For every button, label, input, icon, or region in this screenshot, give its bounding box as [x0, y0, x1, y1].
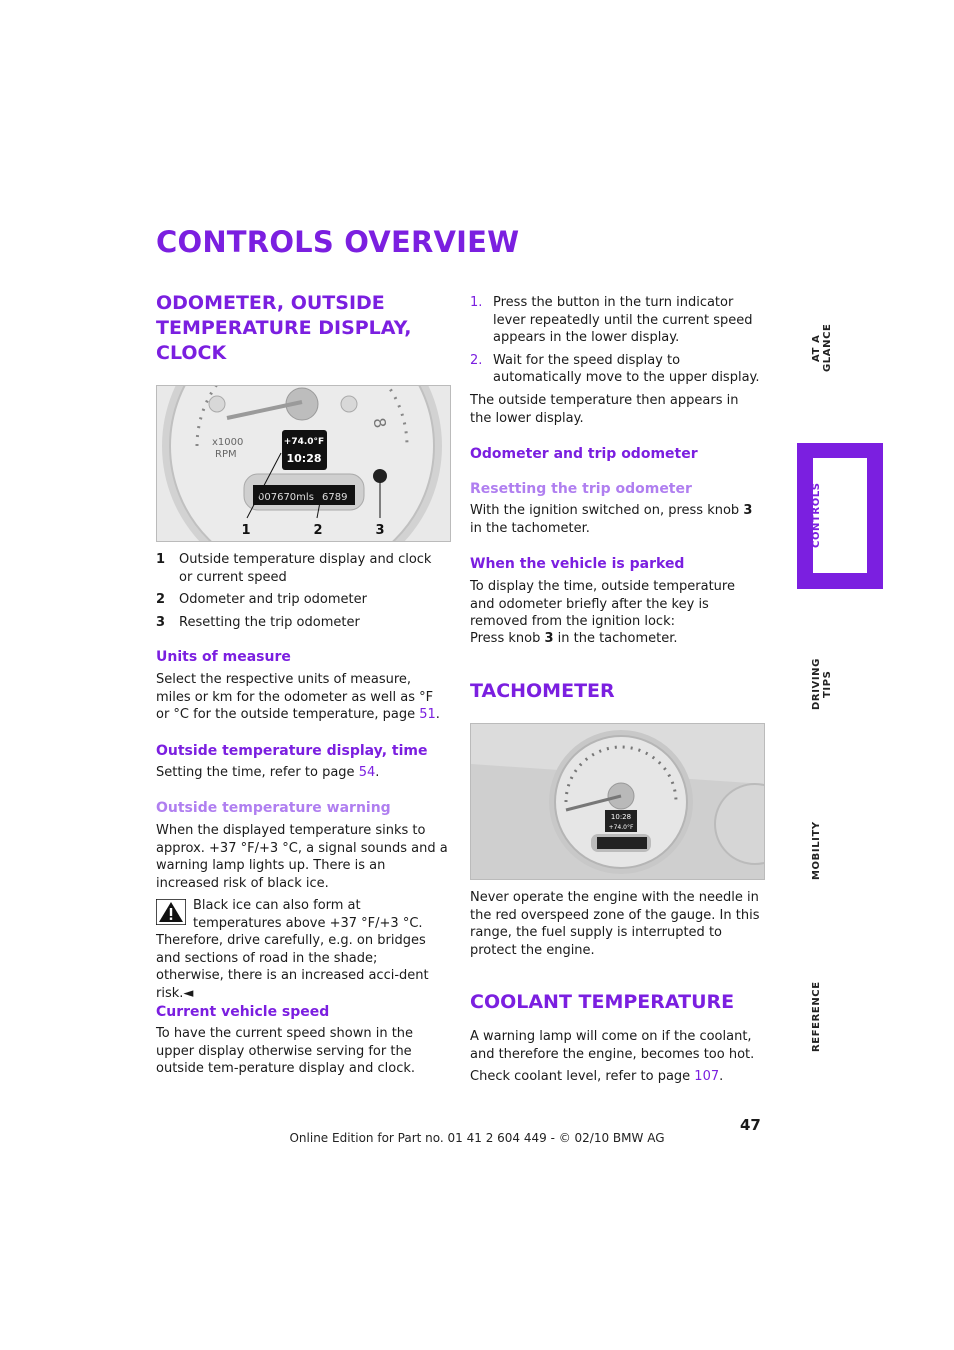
black-ice-note: Black ice can also form at temperatures above +37 °F/+3 °C. Therefore, drive carefully, e.g. on bridges and sections of road in the shade; otherwise, there is an increased acci-dent risk.◄ [156, 898, 429, 1001]
section-heading-tachometer: TACHOMETER [470, 680, 615, 702]
callout-2: 2 [313, 523, 323, 538]
heading-reset-trip: Resetting the trip odometer [470, 481, 692, 497]
page-link-51[interactable]: 51 [419, 707, 436, 722]
legend-item: 1 Outside temperature display and clock or current speed [156, 552, 432, 585]
side-tab-controls[interactable]: CONTROLS [811, 482, 822, 548]
legend-item: 3 Resetting the trip odometer [156, 614, 360, 630]
section-heading-odometer: ODOMETER, OUTSIDE TEMPERATURE DISPLAY, CLOCK [156, 292, 412, 364]
step-item: 2. Wait for the speed display to automatically move to the upper display. [470, 352, 760, 385]
footer-edition: Online Edition for Part no. 01 41 2 604 449 - © 02/10 BMW AG [289, 1131, 665, 1145]
page-number: 47 [740, 1116, 761, 1134]
callout-1: 1 [241, 523, 251, 538]
heading-current-speed: Current vehicle speed [156, 1004, 330, 1020]
coolant-text: A warning lamp will come on if the coolant, and therefore the engine, becomes too hot. [470, 1029, 755, 1062]
tachometer-illustration [471, 724, 764, 879]
svg-text:8: 8 [369, 416, 390, 430]
figure-legend [156, 551, 448, 636]
gauge-label-bottom: RPM [215, 449, 237, 460]
display-trip: 6789 [322, 492, 348, 503]
reset-knob [373, 469, 387, 483]
tachometer-figure [470, 723, 765, 880]
speed-steps [470, 294, 762, 392]
outside-display-text: Setting the time, refer to page 54. [156, 765, 380, 780]
heading-parked: When the vehicle is parked [470, 556, 685, 572]
tachometer-text: Never operate the engine with the needle in the red overspeed zone of the gauge. In this range, the fuel supply is interrupted to protect the engine. [470, 890, 760, 958]
reset-trip-text: With the ignition switched on, press knob 3 in the tachometer. [470, 503, 753, 536]
page-title: CONTROLS OVERVIEW [156, 225, 520, 259]
speed-after-text: The outside temperature then appears in the lower display. [470, 393, 739, 426]
coolant-text-2: Check coolant level, refer to page 107. [470, 1069, 724, 1084]
units-text: Select the respective units of measure, miles or km for the odometer as well as °F or °C for the outside temperature, page 51. [156, 672, 440, 722]
step-item: 1. Press the button in the turn indicator lever repeatedly until the current speed appears in the lower display. [470, 295, 753, 345]
legend-item: 2 Odometer and trip odometer [156, 592, 367, 607]
tach-display-temp: +74.0°F [608, 824, 634, 831]
display-odometer: 007670mls [258, 492, 314, 503]
current-speed-text: To have the current speed shown in the upper display otherwise serving for the outside tem-perature display and clock. [156, 1026, 415, 1076]
section-heading-coolant: COOLANT TEMPERATURE [470, 991, 735, 1013]
callout-3: 3 [375, 523, 385, 538]
display-temperature: +74.0°F [283, 437, 325, 447]
heading-units: Units of measure [156, 649, 291, 665]
speedometer-illustration [157, 386, 450, 541]
side-tab-driving-tips[interactable]: DRIVING TIPS [811, 658, 833, 710]
side-tab-reference[interactable]: REFERENCE [811, 981, 822, 1052]
parked-text-2: Press knob 3 in the tachometer. [470, 631, 678, 646]
page-link-107[interactable]: 107 [694, 1069, 720, 1084]
parked-text: To display the time, outside temperature and odometer briefly after the key is removed from the ignition lock: [470, 579, 735, 629]
side-tab-mobility[interactable]: MOBILITY [811, 821, 822, 880]
gauge-label-top: x1000 [212, 437, 244, 448]
warning-triangle-icon [156, 899, 186, 925]
tach-display-time: 10:28 [610, 813, 632, 821]
display-time: 10:28 [286, 452, 322, 465]
heading-outside-display: Outside temperature display, time [156, 743, 428, 759]
side-tab-at-a-glance[interactable]: AT A GLANCE [811, 323, 833, 373]
warning-text: When the displayed temperature sinks to approx. +37 °F/+3 °C, a signal sounds and a warning lamp lights up. There is an increased risk of black ice. [156, 823, 448, 891]
page-link-54[interactable]: 54 [358, 765, 376, 780]
odometer-figure [156, 385, 451, 542]
heading-temperature-warning: Outside temperature warning [156, 800, 391, 816]
heading-odometer-trip: Odometer and trip odometer [470, 446, 698, 462]
